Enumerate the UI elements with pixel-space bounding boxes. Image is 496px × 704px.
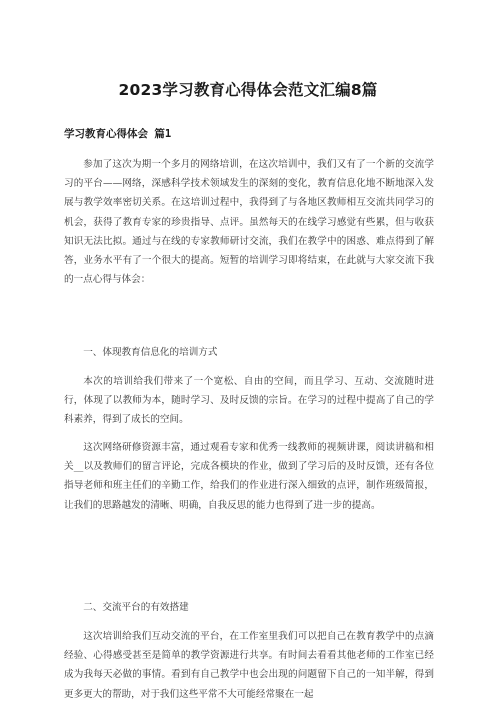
paragraph-training-method: 本次的培训给我们带来了一个宽松、自由的空间，而且学习、互动、交流随时进行，体现了以教师为本，随时学习、及时反馈的宗旨。在学习的过程中提高了自己的学科素养，得到了成长的空间。	[64, 376, 434, 426]
subheading-1: 一、体现教育信息化的培训方式	[83, 347, 218, 358]
paragraph-online-resources: 这次网络研修资源丰富，通过观看专家和优秀一线教师的视频讲课，阅读讲稿和相关__以及教师们的留言评论，完成各模块的作业，做到了学习后的及时反馈，还有各位指导老师和班主任们的辛勤工作，给我们的作业进行深入细致的点评，制作班级简报，让我们的思路越发的清晰、明确，自我反思的能力也得到了进一步的提高。	[64, 442, 434, 511]
paragraph-exchange-platform: 这次培训给我们互动交流的平台，在工作室里我们可以把自己在教育教学中的点滴经验、心得感受甚至是简单的教学资源进行共享。有时间去看看其他老师的工作室已经成为我每天必做的事情。看到有自己教学中也会出现的问题留下自己的一知半解，得到更多更大的帮助，对于我们这些平常不大可能经常聚在一起	[64, 631, 434, 700]
section-heading: 学习教育心得体会 篇1	[64, 128, 172, 140]
document-title: 2023学习教育心得体会范文汇编8篇	[118, 81, 378, 99]
paragraph-intro: 参加了这次为期一个多月的网络培训，在这次培训中，我们又有了一个新的交流学习的平台——网络，深感科学技术领域发生的深刻的变化，教育信息化地不断地深入发展与教学效率密切关系。在这培训过程中，我得到了与各地区教师相互交流共同学习的机会，获得了教育专家的珍贵指导、点评。虽然每天的在线学习感觉有些累，但与收获知识无法比拟。通过与在线的专家教师研讨交流，我们在教学中的困惑、难点得到了解答，业务水平有了一个很大的提高。短暂的培训学习即将结束，在此就与大家交流下我的一点心得与体会：	[64, 159, 434, 286]
subheading-2: 二、交流平台的有效搭建	[83, 602, 189, 613]
